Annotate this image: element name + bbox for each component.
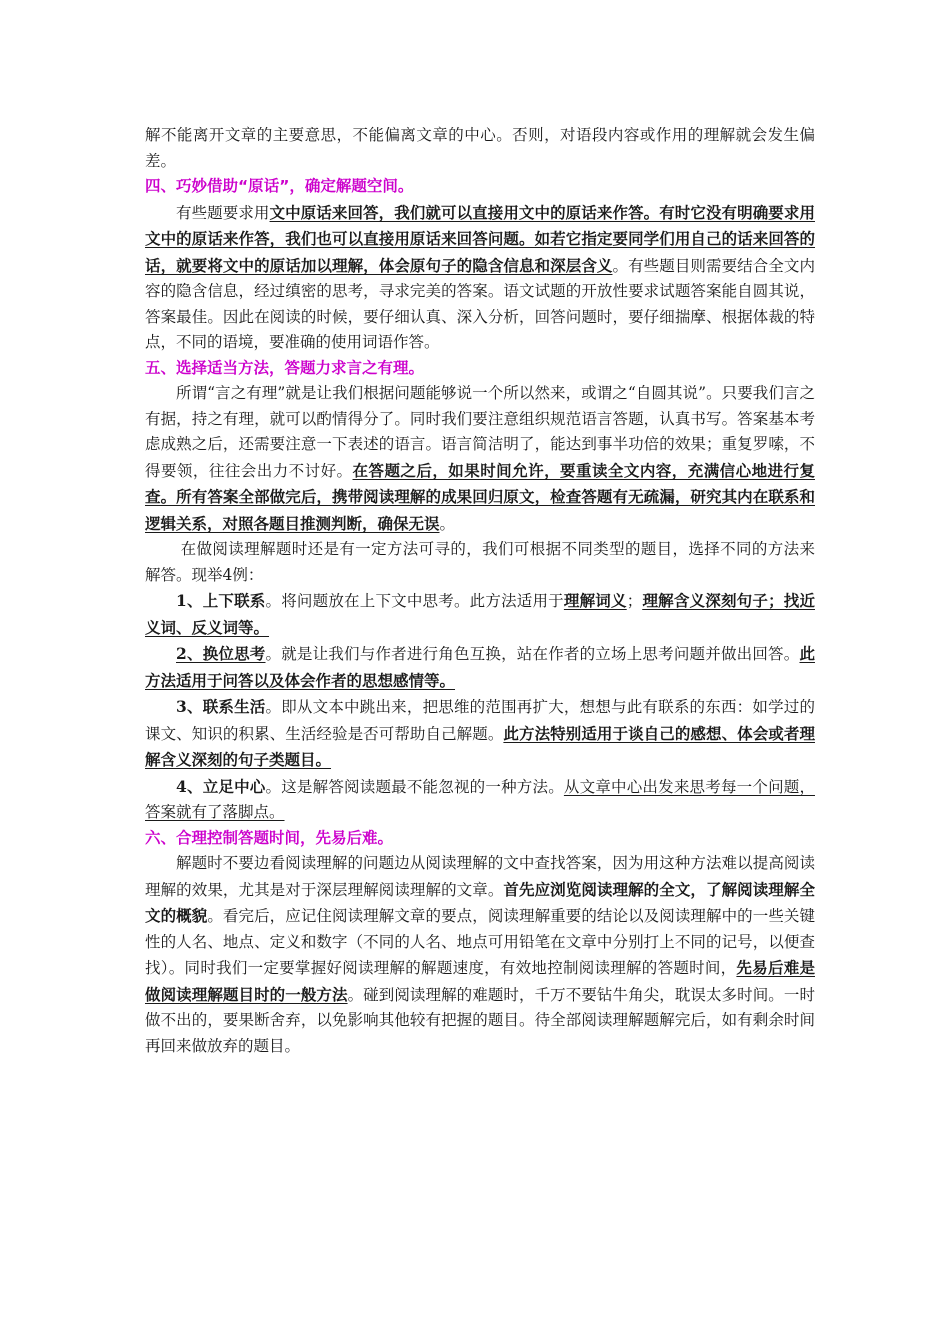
emphasis-review: 在答题之后，如果时间允许，要重读全文内容，充满信心地进行复查。所有答案全部做完后，携带阅读理解的成果回归原文，检查答题有无疏漏，研究其内在联系和逻辑关系，对照各题目推测判断，确保无误 xyxy=(145,460,815,533)
heading-section-5: 五、选择适当方法，答题力求言之有理。 xyxy=(145,358,425,377)
paragraph-intro-continued: 解不能离开文章的主要意思，不能偏离文章的中心。否则，对语段内容或作用的理解就会发生偏差。 xyxy=(145,126,815,170)
document-page xyxy=(145,123,815,1059)
paragraph-methods-intro: 在做阅读理解题时还是有一定方法可寻的，我们可根据不同类型的题目，选择不同的方法来解答。现举4例： xyxy=(145,540,815,584)
method-item-1: 1、上下联系。将问题放在上下文中思考。此方法适用于理解词义；理解含义深刻句子；找近义词、反义词等。 xyxy=(145,591,815,637)
method-title-4: 4、立足中心 xyxy=(176,776,266,796)
method-item-4: 4、立足中心。这是解答阅读题最不能忽视的一种方法。从文章中心出发来思考每一个问题，答案就有了落脚点。 xyxy=(145,776,815,821)
emphasis-original-words: 文中原话来回答，我们就可以直接用文中的原话来作答。有时它没有明确要求用文中的原话来作答，我们也可以直接用原话来回答问题。如若它指定要同学们用自己的话来回答的话，就要将文中的原话加以理解，体会原句子的隐含信息和深层含义 xyxy=(145,202,815,275)
paragraph-section-5: 所谓“言之有理”就是让我们根据问题能够说一个所以然来，或谓之“自圆其说”。只要我们言之有据，持之有理，就可以酌情得分了。同时我们要注意组织规范语言答题，认真书写。答案基本考虑成熟之后，还需要注意一下表述的语言。语言简洁明了，能达到事半功倍的效果；重复罗嗦，不得要领，往往会出力不讨好。在答题之后，如果时间允许，要重读全文内容，充满信心地进行复查。所有答案全部做完后，携带阅读理解的成果回归原文，检查答题有无疏漏，研究其内在联系和逻辑关系，对照各题目推测判断，确保无误。 xyxy=(145,384,815,533)
method-title-2: 2、换位思考 xyxy=(176,644,266,663)
method-item-3: 3、联系生活。即从文本中跳出来，把思维的范围再扩大，想想与此有联系的东西：如学过的课文、知识的积累、生活经验是否可帮助自己解题。此方法特别适用于谈自己的感想、体会或者理解含义深刻的句子类题目。 xyxy=(145,697,815,769)
heading-section-4: 四、巧妙借助“原话”，确定解题空间。 xyxy=(145,177,414,195)
method-title-3: 3、联系生活 xyxy=(176,697,266,716)
emphasis-browse-first: 首先应浏览阅读理解的全文，了解阅读理解全文的概貌 xyxy=(145,879,815,925)
method-item-2: 2、换位思考。就是让我们与作者进行角色互换，站在作者的立场上思考问题并做出回答。此方法适用于问答以及体会作者的思想感情等。 xyxy=(145,644,815,690)
paragraph-section-6: 解题时不要边看阅读理解的问题边从阅读理解的文中查找答案，因为用这种方法难以提高阅读理解的效果，尤其是对于深层理解阅读理解的文章。首先应浏览阅读理解的全文，了解阅读理解全文的概貌。看完后，应记住阅读理解文章的要点，阅读理解重要的结论以及阅读理解中的一些关键性的人名、地点、定义和数字（不同的人名、地点可用铅笔在文章中分别打上不同的记号，以便查找）。同时我们一定要掌握好阅读理解的解题速度，有效地控制阅读理解的答题时间，先易后难是做阅读理解题目时的一般方法。碰到阅读理解的难题时，千万不要钻牛角尖，耽误太多时间。一时做不出的，要果断舍弃，以免影响其他较有把握的题目。待全部阅读理解题解完后，如有剩余时间再回来做放弃的题目。 xyxy=(145,854,815,1055)
paragraph-section-4: 有些题要求用文中原话来回答，我们就可以直接用文中的原话来作答。有时它没有明确要求用文中的原话来作答，我们也可以直接用原话来回答问题。如若它指定要同学们用自己的话来回答的话，就要将文中的原话加以理解，体会原句子的隐含信息和深层含义。有些题目则需要结合全文内容的隐含信息，经过缜密的思考，寻求完美的答案。语文试题的开放性要求试题答案能自圆其说，答案最佳。因此在阅读的时候，要仔细认真、深入分析，回答问题时，要仔细揣摩、根据体裁的特点，不同的语境，要准确的使用词语作答。 xyxy=(145,202,815,351)
emphasis-easy-first: 先易后难是做阅读理解题目时的一般方法 xyxy=(145,958,815,1004)
method-title-1: 1、上下联系 xyxy=(176,591,266,610)
heading-section-6: 六、合理控制答题时间，先易后难。 xyxy=(145,828,394,847)
